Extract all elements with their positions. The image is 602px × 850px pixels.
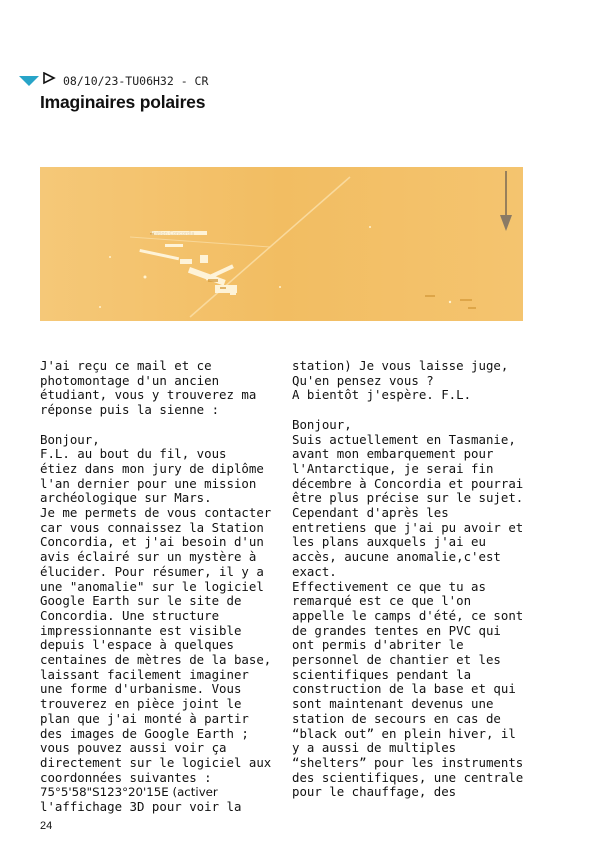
text-line: centaines de mètres de la base, bbox=[40, 652, 272, 668]
text-line: “black out” en plein hiver, il bbox=[292, 725, 516, 741]
text-line: étiez dans mon jury de diplôme bbox=[40, 460, 264, 476]
text-line: personnel de chantier et les bbox=[292, 652, 501, 668]
page-title: Imaginaires polaires bbox=[40, 92, 206, 112]
text-line: trouverez en pièce joint le bbox=[40, 696, 242, 712]
text-line: plan que j'ai monté à partir bbox=[40, 710, 249, 726]
page-number: 24 bbox=[40, 820, 53, 832]
blank-line bbox=[292, 403, 532, 418]
text-line: avis éclairé sur un mystère à bbox=[40, 549, 257, 565]
text-line: Google Earth sur le site de bbox=[40, 593, 242, 609]
text-line: ont permis d'abriter le bbox=[292, 637, 464, 653]
text-line: Concordia. Une structure bbox=[40, 607, 220, 623]
text-line: laissant facilement imaginer bbox=[40, 666, 249, 682]
text-line: de grandes tentes en PVC qui bbox=[292, 622, 501, 638]
text-line: entretiens que j'ai pu avoir et bbox=[292, 519, 524, 535]
triangle-down-icon bbox=[19, 76, 39, 86]
text-line: avant mon embarquement pour bbox=[292, 446, 494, 462]
text-line: étudiant, vous y trouverez ma bbox=[40, 387, 257, 403]
text-line: l'an dernier pour une mission bbox=[40, 475, 257, 491]
text-line: F.L. au bout du fil, vous bbox=[40, 446, 227, 462]
text-line: les plans auxquels j'ai eu bbox=[292, 534, 486, 550]
text-line: depuis l'espace à quelques bbox=[40, 637, 234, 653]
text-line: coordonnées suivantes : bbox=[40, 769, 212, 785]
article-header bbox=[19, 72, 579, 88]
text-line: Suis actuellement en Tasmanie, bbox=[292, 431, 516, 447]
text-line: sont maintenant devenus une bbox=[292, 696, 494, 712]
text-line: photomontage d'un ancien bbox=[40, 372, 220, 388]
play-outline-icon bbox=[42, 72, 56, 86]
right-text-column bbox=[292, 359, 532, 800]
text-line: décembre à Concordia et pourrai bbox=[292, 475, 524, 491]
text-line: appelle le camps d'été, ce sont bbox=[292, 607, 524, 623]
text-line: être plus précise sur le sujet. bbox=[292, 490, 524, 506]
text-line: Je me permets de vous contacter bbox=[40, 505, 272, 521]
text-line: “shelters” pour les instruments bbox=[292, 754, 524, 770]
text-line: station) Je vous laisse juge, bbox=[292, 358, 509, 373]
text-line: directement sur le logiciel aux bbox=[40, 754, 272, 770]
text-line: des scientifiques, une centrale bbox=[292, 769, 524, 785]
text-line: exact. bbox=[292, 563, 337, 579]
left-text-column bbox=[40, 359, 282, 815]
text-line: Cependant d'après les bbox=[292, 505, 449, 521]
satellite-photo bbox=[40, 167, 523, 321]
text-line: scientifiques pendant la bbox=[292, 666, 472, 682]
text-line: une forme d'urbanisme. Vous bbox=[40, 681, 242, 697]
text-line: élucider. Pour résumer, il y a bbox=[40, 563, 264, 579]
text-line: Qu'en pensez vous ? bbox=[292, 372, 434, 388]
text-line: Effectivement ce que tu as bbox=[292, 578, 486, 594]
text-line: A bientôt j'espère. F.L. bbox=[292, 387, 472, 403]
text-line: station de secours en cas de bbox=[292, 710, 501, 726]
text-line: car vous connaissez la Station bbox=[40, 519, 264, 535]
document-code: 08/10/23-TU06H32 - CR bbox=[63, 74, 209, 88]
text-line: réponse puis la sienne : bbox=[40, 402, 220, 418]
text-line: Concordia, et j'ai besoin d'un bbox=[40, 534, 264, 550]
text-line: l'affichage 3D pour voir la bbox=[40, 799, 242, 815]
text-line: Bonjour, bbox=[292, 416, 352, 432]
text-line: pour le chauffage, des bbox=[292, 784, 457, 800]
text-line: y a aussi de multiples bbox=[292, 740, 457, 756]
text-line: remarqué est ce que l'on bbox=[292, 593, 472, 609]
text-line: J'ai reçu ce mail et ce bbox=[40, 358, 212, 373]
text-line: accès, aucune anomalie,c'est bbox=[292, 549, 501, 565]
text-line: l'Antarctique, je serai fin bbox=[292, 460, 494, 476]
text-line: des images de Google Earth ; bbox=[40, 725, 249, 741]
text-line: vous pouvez aussi voir ça bbox=[40, 740, 227, 756]
photo-caption: Station Concordia bbox=[150, 231, 195, 237]
text-line: archéologique sur Mars. bbox=[40, 490, 212, 506]
blank-line bbox=[40, 418, 282, 433]
coordinates-line: 75°5'58"S123°20'15E (activer bbox=[40, 785, 218, 800]
text-line: impressionnante est visible bbox=[40, 622, 242, 638]
text-line: construction de la base et qui bbox=[292, 681, 516, 697]
text-line: Bonjour, bbox=[40, 431, 100, 447]
text-line: une "anomalie" sur le logiciel bbox=[40, 578, 264, 594]
